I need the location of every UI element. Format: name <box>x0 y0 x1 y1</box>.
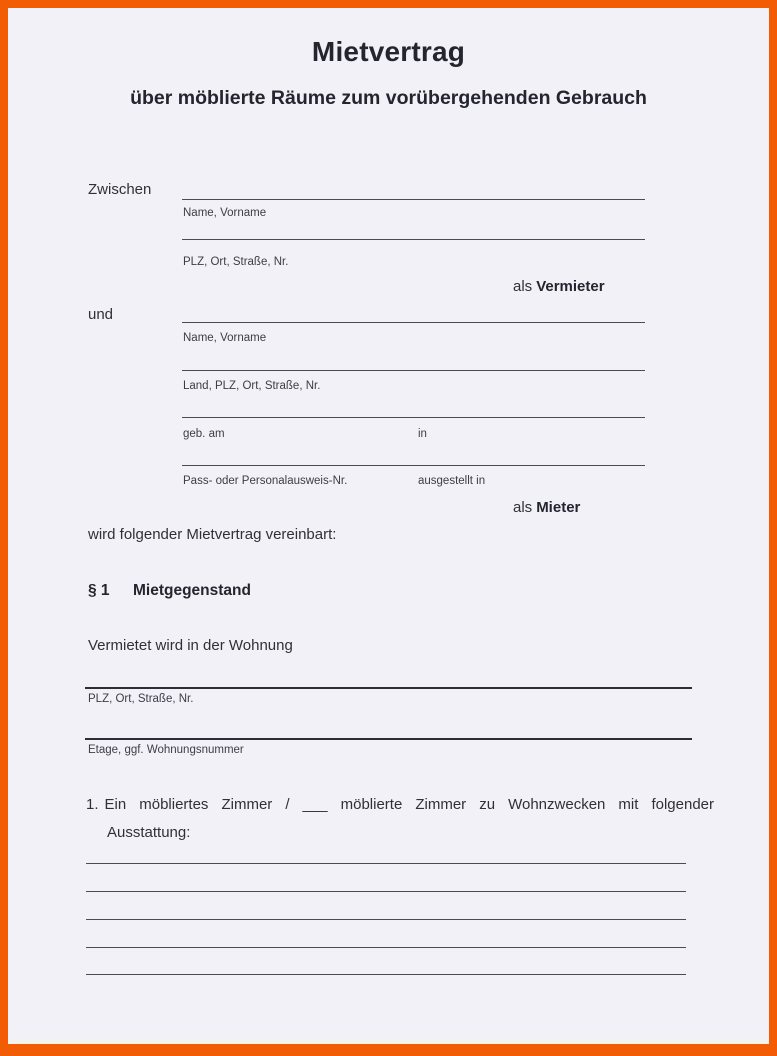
field-caption: geb. am <box>183 428 225 440</box>
writing-line <box>86 974 686 975</box>
field-caption: Pass- oder Personalausweis-Nr. <box>183 475 348 487</box>
clause-inline-blank: ___ <box>302 796 328 813</box>
document-subtitle: über möblierte Räume zum vorübergehenden Gebrauch <box>130 87 647 109</box>
tenant-passport-field-line <box>182 465 645 466</box>
scan-artifact-strip <box>8 1039 769 1044</box>
apartment-floor-field-line <box>85 738 692 740</box>
section-intro: Vermietet wird in der Wohnung <box>88 637 293 654</box>
clause-text-end: möblierte Zimmer zu Wohnzwecken mit folgender Ausstattung: <box>107 796 714 841</box>
tenant-name-field-line <box>182 322 645 323</box>
document-title: Mietvertrag <box>311 36 466 67</box>
section-heading: Mietgegenstand <box>133 582 251 599</box>
writing-line <box>86 947 686 948</box>
field-caption: Etage, ggf. Wohnungsnummer <box>88 744 244 756</box>
writing-line <box>86 863 686 864</box>
writing-line <box>86 919 686 920</box>
field-caption: Land, PLZ, Ort, Straße, Nr. <box>183 380 321 392</box>
landlord-name-field-line <box>182 199 645 200</box>
writing-line <box>86 891 686 892</box>
between-label: Zwischen <box>88 181 152 198</box>
field-caption: in <box>418 428 427 440</box>
landlord-address-field-line <box>182 239 645 240</box>
tenant-address-field-line <box>182 370 645 371</box>
and-label: und <box>88 306 114 323</box>
clause-text-start: Ein möbliertes Zimmer / <box>104 796 290 813</box>
role-prefix: als <box>513 278 533 295</box>
field-caption: PLZ, Ort, Straße, Nr. <box>88 693 194 705</box>
tenant-birth-field-line <box>182 417 645 418</box>
agreement-text: wird folgender Mietvertrag vereinbart: <box>88 526 337 543</box>
section-number: § 1 <box>88 582 110 599</box>
clause-number: 1. <box>86 796 99 813</box>
apartment-address-field-line <box>85 687 692 689</box>
landlord-role: Vermieter <box>536 278 605 295</box>
landlord-role-line <box>513 278 605 295</box>
field-caption: ausgestellt in <box>418 475 486 487</box>
tenant-role-line <box>513 499 580 516</box>
field-caption: Name, Vorname <box>183 207 267 219</box>
field-caption: Name, Vorname <box>183 332 267 344</box>
tenant-role: Mieter <box>536 499 581 516</box>
field-caption: PLZ, Ort, Straße, Nr. <box>183 256 289 268</box>
role-prefix: als <box>513 499 533 516</box>
clause-1 <box>86 791 714 846</box>
